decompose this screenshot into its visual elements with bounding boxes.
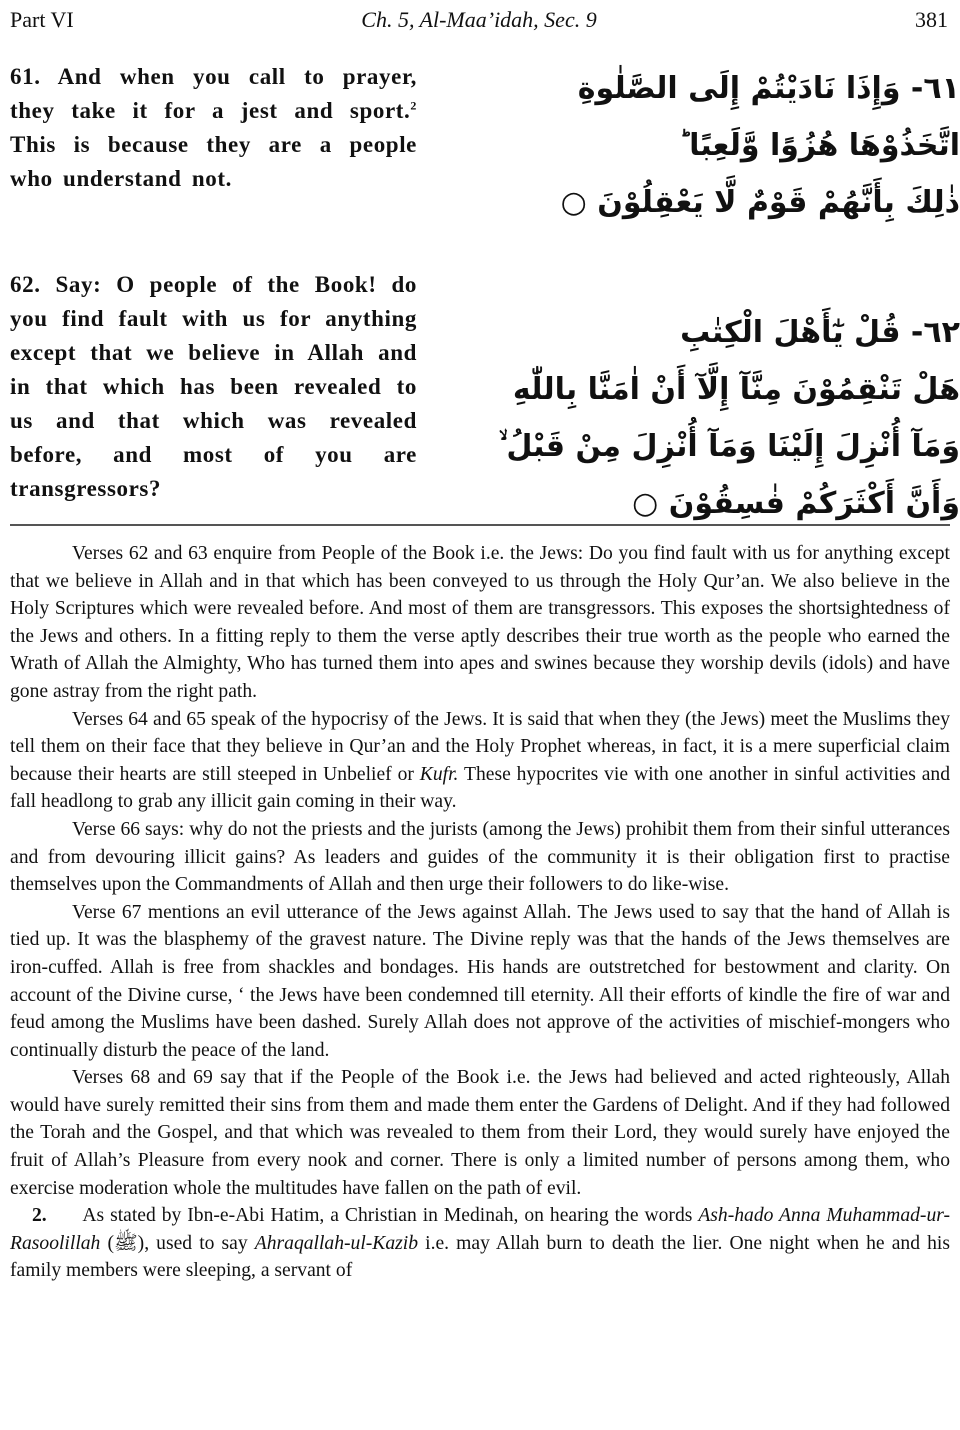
commentary-paragraph: Verse 66 says: why do not the priests and the jurists (among the Jews) prohibit them from their sinful utterances and from devouring illicit gains? As leaders and guides of the community it is their obligation first to practise themselves upon the Commandments of Allah and then urge their followers to do like-wise. (10, 818, 950, 896)
footnote-marker: 2 (410, 98, 417, 113)
commentary-paragraph: Verse 67 mentions an evil utterance of the Jews against Allah. The Jews used to say that the hand of Allah is tied up. It was the blasphemy of the gravest nature. The Divine reply was that the hands of the Jews themselves are iron-cuffed. Allah is free from shackles and bondages. His hands are outstretched for bestowment and clarity. On account of the Divine curse, ‘ the Jews have been condemned till eternity. All their efforts of kindle the fire of war and feud among the Muslims have been dashed. Surely Allah does not approve of the activities of mischief-mongers who continually disturb the peace of the land. (10, 901, 950, 1061)
footnote-2: 2. As stated by Ibn-e-Abi Hatim, a Christian in Medinah, on hearing the words Ash-hado Anna Muhammad-ur-Rasoolillah (ﷺ), used to say Ahraqallah-ul-Kazib i.e. may Allah burn to death the lier. One night when he and his family members were sleeping, a servant of (10, 1205, 951, 1282)
curse-phrase: Ahraqallah-ul-Kazib (254, 1232, 419, 1254)
commentary-paragraph: Verses 64 and 65 speak of the hypocrisy of the Jews. It is said that when they (the Jews) meet the Muslims they tell them on their face that they believe in Qur’an and the Holy Prophet whereas, in fact, it is a mere superficial claim because their hearts are still steeped in Unbelief or Kufr. These hypocrites vie with one another in sinful activities and fall headlong to grab any illicit gain coming in their way. (10, 708, 950, 813)
verse-62 (10, 268, 960, 521)
section-divider (10, 524, 950, 526)
chapter-title: Ch. 5, Al-Maa’idah, Sec. 9 (361, 7, 597, 32)
commentary-paragraph: Verses 62 and 63 enquire from People of the Book i.e. the Jews: Do you find fault with us for anything except that we believe in Allah and in that which has been conveyed to us through the Holy Qur’an. We also believe in the Holy Scriptures which were revealed before. And most of them are transgressors. This exposes the shortsightedness of the Jews and others. In a fitting reply to them the verse aptly describes their true worth as the people who earned the Wrath of Allah the Almighty, Who has turned them into apes and swines because they worship devils (idols) and have gone astray from the right path. (10, 543, 950, 702)
verse-61 (10, 60, 960, 250)
verse-62-arabic: ٦٢- قُلْ يٰٓأَهْلَ الْكِتٰبِ هَلْ تَنْقِمُوْنَ مِنَّآ إِلَّآ أَنْ اٰمَنَّا بِاللّٰهِ وَمَآ أُنْزِلَ إِلَيْنَا وَمَآ أُنْزِلَ مِنْ قَبْلُ ۙ وَأَنَّ أَكْثَرَكُمْ فٰسِقُوْنَ ○ (498, 315, 960, 521)
verse-62-translation: 62. Say: O people of the Book! do you find fault with us for anything except that we believe in Allah and in that which has been revealed to us and that which was revealed before, and most of you are transgressors? (10, 272, 417, 501)
shahada-phrase: Ash-hado Anna Muhammad-ur-Rasoolillah (10, 1205, 951, 1254)
running-header (10, 6, 948, 34)
commentary-paragraph: Verses 68 and 69 say that if the People of the Book i.e. the Jews had believed and acted righteously, Allah would have surely remitted their sins from them and made them enter the Gardens of Delight. And if they had followed the Torah and the Gospel, and that which was revealed to them from their Lord, they would surely have enjoyed the fruit of Allah’s Pleasure from every nook and corner. There is only a limited number of persons among them, who exercise moderation whole the multitudes have fallen on the path of evil. (10, 1067, 950, 1199)
part-label: Part VI (10, 7, 74, 32)
footnote-number: 2. (32, 1205, 47, 1227)
honorific-glyph: (ﷺ) (100, 1232, 145, 1254)
verse-61-translation: 61. And when you call to prayer, they take it for a jest and sport.$^2$ This is because they are a people who understand not. (10, 64, 417, 191)
commentary (10, 540, 950, 1285)
page-number: 381 (915, 7, 948, 32)
kufr-term: Kufr. (419, 763, 459, 785)
verse-61-arabic: ٦١- وَإِذَا نَادَيْتُمْ إِلَى الصَّلٰوةِ اتَّخَذُوْهَا هُزُوًا وَّلَعِبًا ؕ ذٰلِكَ بِأَنَّهُمْ قَوْمٌ لَّا يَعْقِلُوْنَ ○ (560, 71, 960, 220)
